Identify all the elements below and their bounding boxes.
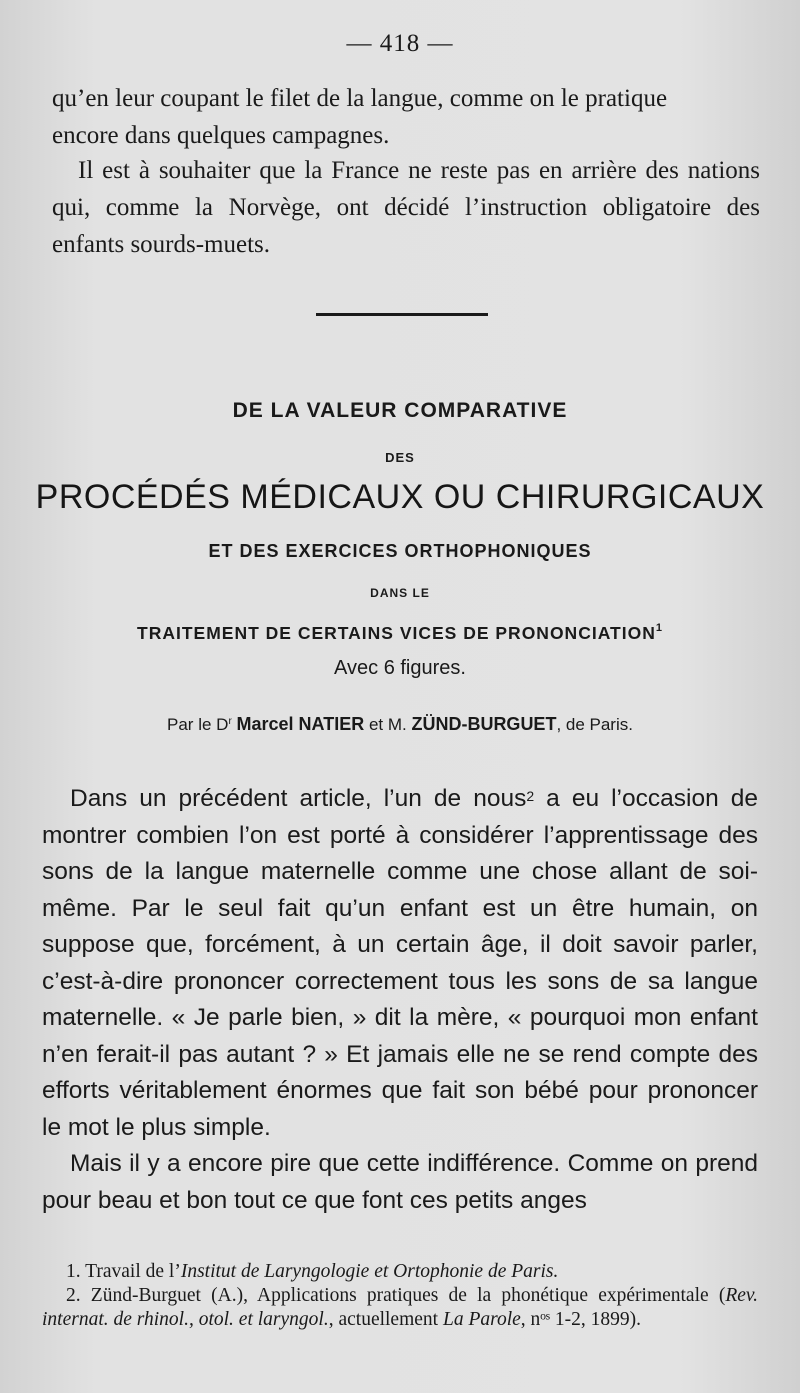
body-p1-rest: a eu l’occasion de montrer combien l’on est porté à considérer l’apprentissage des sons de la langue maternelle comme une chose allant de soi-même. Par le seul fait qu’un enfant est un être humain, on suppose que, forcément, à un certain âge, il doit savoir parler, c’est-à-dire prononcer correctement tous les sons de sa langue maternelle. « Je parle bien, » dit la mère, « pourquoi mon enfant n’en ferait-il pas autant ? » Et jamais elle ne se rend compte des efforts véritablement énormes que fait son bébé pour prononcer le mot le plus simple. <box>42 785 758 1141</box>
section-divider <box>316 313 488 316</box>
footnote-2 <box>42 1284 758 1332</box>
title-line-6-text: TRAITEMENT DE CERTAINS VICES DE PRONONCIATION <box>137 623 656 643</box>
figures-note: Avec 6 figures. <box>334 657 466 679</box>
footnote-1 <box>42 1260 758 1284</box>
title-line-6 <box>0 622 800 644</box>
title-line-1: DE LA VALEUR COMPARATIVE <box>232 399 568 422</box>
title-line-2: DES <box>385 450 415 465</box>
intro-line-2: encore dans quelques campagnes. <box>52 122 390 149</box>
footnote-2-text: Zünd-Burguet (A.), Applications pratiques de la phonétique expérimentale ( <box>80 1285 726 1306</box>
body-p1-start: Dans un précédent article, l’un de nous <box>70 785 527 812</box>
intro-paragraph-continued <box>52 80 760 154</box>
byline <box>0 714 800 735</box>
byline-suffix: , de Paris. <box>556 715 633 734</box>
footnote-ref-1: 1 <box>655 622 663 634</box>
article-body <box>42 778 758 1219</box>
body-paragraph-2: Mais il y a encore pire que cette indifférence. Comme on prend pour beau et bon tout ce que font ces petits anges <box>42 1150 758 1214</box>
footnote-2-journal: Rev. internat. de rhinol., otol. et laryngol. <box>42 1285 758 1330</box>
footnote-2-text-b: , actuellement <box>328 1309 443 1330</box>
footnote-1-italic: Institut de Laryngologie et Ortophonie de Paris. <box>180 1261 559 1282</box>
author-1: Marcel NATIER <box>236 714 365 734</box>
footnote-2-journal-2: La Parole <box>442 1309 521 1330</box>
byline-mid: et M. <box>364 715 412 734</box>
page-number: — 418 — <box>346 30 454 57</box>
footnotes <box>42 1260 758 1332</box>
title-line-5: DANS LE <box>370 586 430 600</box>
body-paragraph-1 <box>42 778 758 1146</box>
intro-line-1: qu’en leur coupant le filet de la langue, comme on le pratique <box>52 85 668 112</box>
byline-prefix: Par le D <box>167 715 229 734</box>
author-2: ZÜND-BURGUET <box>411 714 557 734</box>
byline-dr-sup: r <box>228 716 232 727</box>
footnote-2-text-c: , nᵒˢ 1-2, 1899). <box>520 1309 642 1330</box>
footnote-1-number: 1. <box>66 1261 81 1282</box>
intro-paragraph-2: Il est à souhaiter que la France ne reste pas en arrière des nations qui, comme la Norvège, ont décidé l’instruction obligatoire des enfants sourds-muets. <box>52 157 760 258</box>
footnote-ref-2: 2 <box>526 788 535 804</box>
footnote-2-number: 2. <box>66 1285 81 1306</box>
footnote-1-text: Travail de l’ <box>80 1261 181 1282</box>
title-main: PROCÉDÉS MÉDICAUX OU CHIRURGICAUX <box>35 478 765 516</box>
title-line-4: ET DES EXERCICES ORTHOPHONIQUES <box>208 541 592 561</box>
